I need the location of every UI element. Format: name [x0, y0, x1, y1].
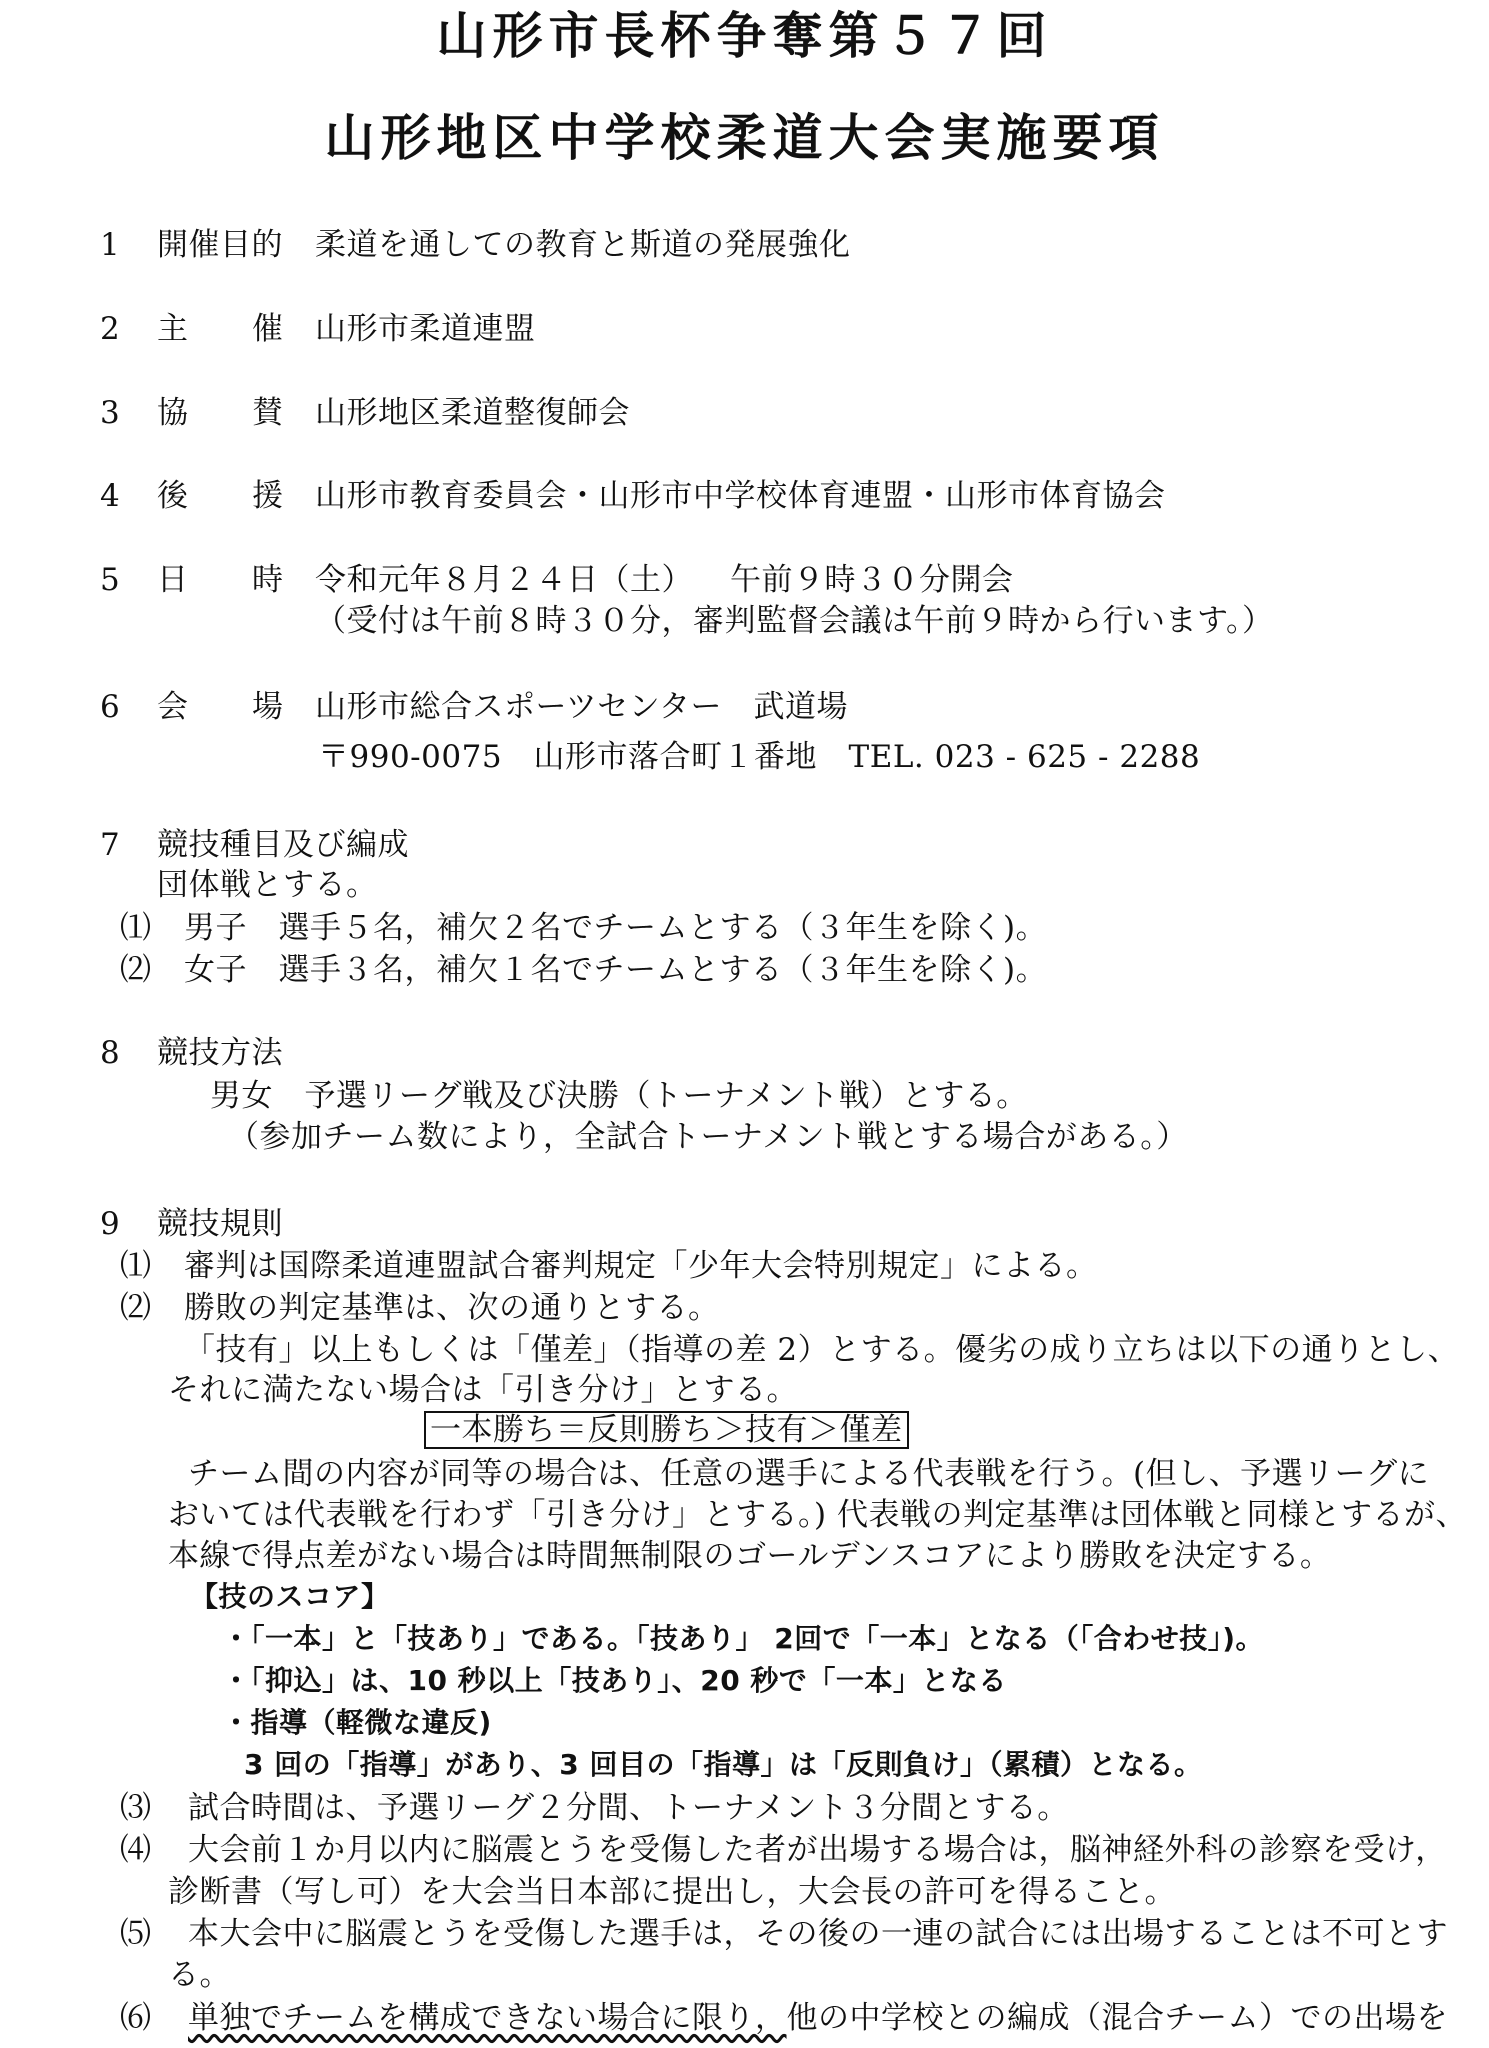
rule-text: 試合時間は、予選リーグ２分間、トーナメント３分間とする。 [188, 1790, 1069, 1826]
section-number: 5 [100, 562, 121, 598]
rule-text: 本大会中に脳震とうを受傷した選手は，その後の一連の試合には出場することは不可とす [188, 1916, 1448, 1952]
section-label-second-char: 場 [252, 689, 284, 725]
section-number: 3 [100, 395, 121, 431]
method-line-2: （参加チーム数により，全試合トーナメント戦とする場合がある。） [228, 1119, 1188, 1155]
rule-text: る。 [168, 1957, 231, 1993]
rule-number: ⑹ [120, 2000, 152, 2036]
event-date: 令和元年８月２４日（土） [315, 562, 693, 598]
section-label-second-char: 援 [252, 478, 284, 514]
section-label-first-char: 協 [157, 395, 189, 431]
section-number: 2 [100, 311, 121, 347]
section-heading: 競技規則 [157, 1206, 283, 1242]
venue-name: 山形市総合スポーツセンター 武道場 [315, 689, 849, 725]
event-time-note: （受付は午前８時３０分，審判監督会議は午前９時から行います。） [315, 603, 1274, 639]
section-number: 6 [100, 689, 121, 725]
event-time: 午前９時３０分開会 [730, 562, 1014, 598]
score-rule: ・指導（軽微な違反) [222, 1706, 492, 1739]
rule-paragraph: チーム間の内容が同等の場合は、任意の選手による代表戦を行う。(但し、予選リーグに [188, 1456, 1430, 1492]
section-label-first-char: 会 [157, 689, 189, 725]
rule-paragraph: 「技有」以上もしくは「僅差」（指導の差 2）とする。優劣の成り立ちは以下の通りとし、 [184, 1332, 1460, 1368]
section-value: 山形市教育委員会・山形市中学校体育連盟・山形市体育協会 [315, 478, 1166, 514]
section-label-first-char: 主 [157, 311, 189, 347]
rule-text: 勝敗の判定基準は、次の通りとする。 [184, 1290, 720, 1326]
section-value: 柔道を通しての教育と斯道の発展強化 [315, 227, 851, 263]
section-number: 8 [100, 1035, 121, 1071]
title-line-1: 山形市長杯争奪第５７回 [436, 7, 1053, 65]
rule-text [188, 1998, 1448, 2038]
section-label-second-char: 催 [252, 311, 284, 347]
rule-text: 診断書（写し可）を大会当日本部に提出し，大会長の許可を得ること。 [168, 1874, 1176, 1910]
section-value: 山形市柔道連盟 [315, 311, 536, 347]
section-label-first-char: 後 [157, 478, 189, 514]
rule-number: ⑸ [120, 1916, 152, 1952]
section-number: 1 [100, 227, 121, 263]
section-value: 山形地区柔道整復師会 [315, 395, 630, 431]
section-label-second-char: 時 [252, 562, 284, 598]
rule-text: 審判は国際柔道連盟試合審判規定「少年大会特別規定」による。 [184, 1248, 1098, 1284]
score-heading: 【技のスコア】 [190, 1580, 390, 1613]
venue-address: 〒990-0075 山形市落合町１番地 TEL. 023 - 625 - 2288 [318, 739, 1201, 775]
score-rule: ・「一本」と「技あり」である。「技あり」 2回で「一本」となる（「合わせ技」)。 [222, 1622, 1265, 1655]
section-label-first-char: 日 [157, 562, 189, 598]
rule-number: ⑵ [120, 1290, 152, 1326]
section-label: 開催目的 [157, 227, 283, 263]
score-rule: ・「抑込」は、10 秒以上「技あり」、20 秒で「一本」となる [222, 1664, 1007, 1697]
method-line-1: 男女 予選リーグ戦及び決勝（トーナメント戦）とする。 [210, 1078, 1028, 1114]
section-heading: 競技方法 [157, 1035, 283, 1071]
item-number: ⑴ [120, 910, 152, 946]
underlined-condition: 単独でチームを構成できない場合に限り， [188, 2000, 787, 2036]
rule-paragraph: 本線で得点差がない場合は時間無制限のゴールデンスコアにより勝敗を決定する。 [168, 1538, 1332, 1574]
section-number: 9 [100, 1206, 121, 1242]
section-number: 4 [100, 478, 121, 514]
rule-text: 大会前１か月以内に脳震とうを受傷した者が出場する場合は，脳神経外科の診察を受け， [188, 1832, 1447, 1868]
score-rule: 3 回の「指導」があり、3 回目の「指導」は「反則負け」（累積）となる。 [244, 1748, 1203, 1781]
section-heading: 競技種目及び編成 [157, 827, 409, 863]
item-number: ⑵ [120, 952, 152, 988]
item-text: 女子 選手３名，補欠１名でチームとする（３年生を除く)。 [184, 952, 1048, 988]
victory-order-box: 一本勝ち＝反則勝ち＞技有＞僅差 [424, 1411, 909, 1449]
rule-number: ⑴ [120, 1248, 152, 1284]
rule-paragraph: おいては代表戦を行わず「引き分け」とする。) 代表戦の判定基準は団体戦と同様とするが、 [168, 1497, 1467, 1533]
section-label-second-char: 賛 [252, 395, 284, 431]
title-line-2: 山形地区中学校柔道大会実施要項 [324, 109, 1165, 167]
rule-number: ⑷ [120, 1832, 152, 1868]
rule-text-rest: 他の中学校との編成（混合チーム）での出場を [786, 2000, 1448, 2036]
rule-paragraph: それに満たない場合は「引き分け」とする。 [168, 1372, 798, 1408]
rule-number: ⑶ [120, 1790, 152, 1826]
section-intro: 団体戦とする。 [157, 867, 378, 903]
item-text: 男子 選手５名，補欠２名でチームとする（３年生を除く)。 [184, 910, 1048, 946]
section-number: 7 [100, 827, 121, 863]
